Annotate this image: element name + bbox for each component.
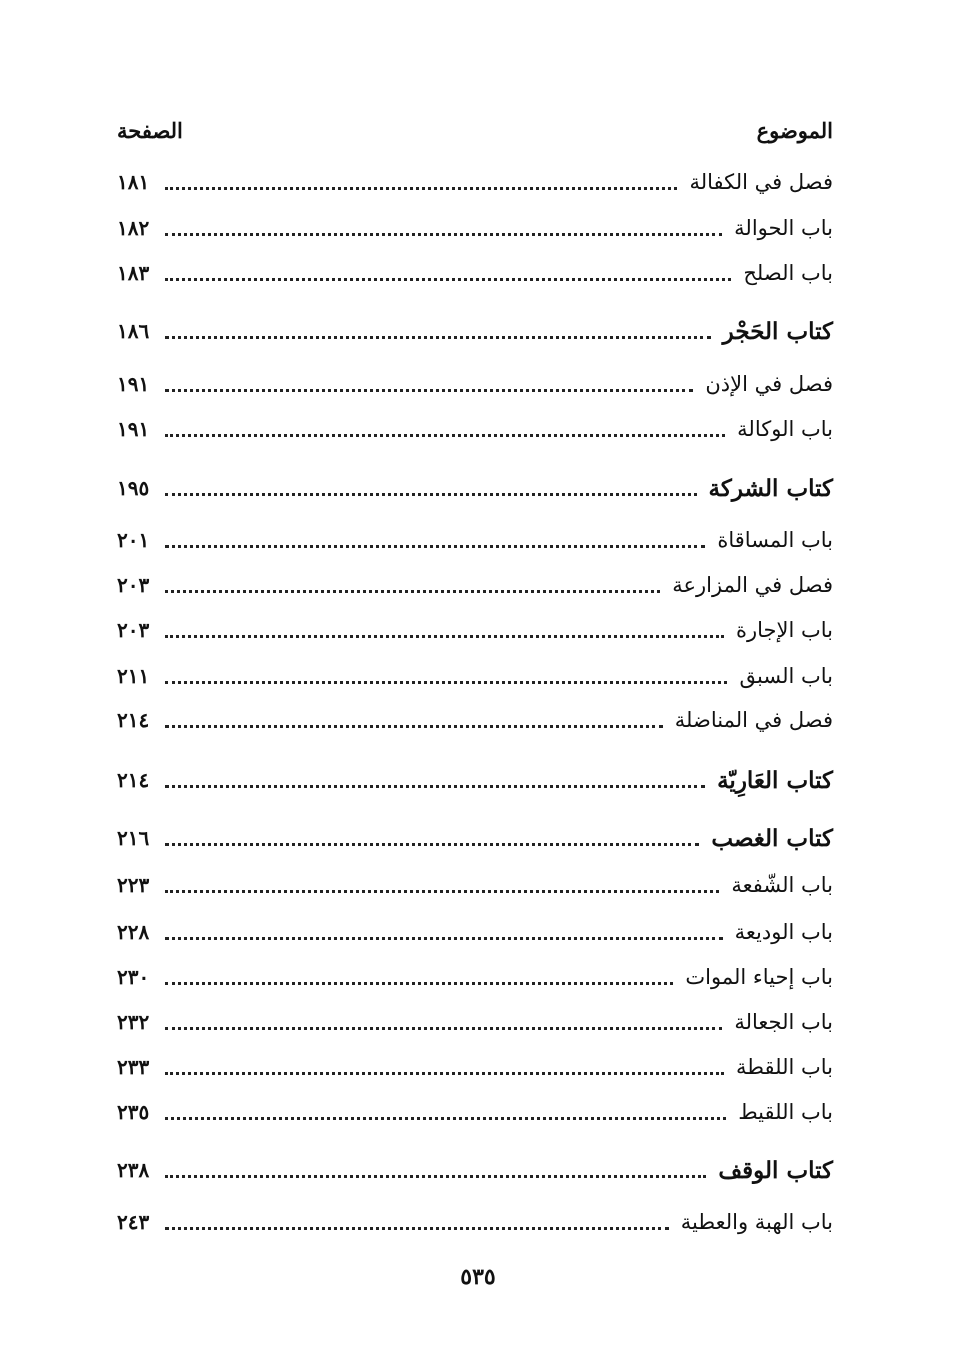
toc-section-row — [117, 1002, 833, 1042]
table-of-contents — [117, 0, 833, 1371]
toc-entry-page: ١٩١ — [117, 417, 150, 441]
toc-section-row — [117, 865, 833, 905]
toc-entry-page: ١٨١ — [117, 170, 150, 194]
toc-entry-page: ٢٣٣ — [117, 1055, 150, 1079]
dot-leader — [165, 1175, 706, 1178]
dot-leader — [165, 493, 697, 496]
toc-entry-page: ٢٠٣ — [117, 618, 150, 642]
toc-chapter-row — [117, 818, 833, 858]
dot-leader — [165, 681, 727, 684]
toc-entry-title: باب اللقطة — [736, 1055, 833, 1079]
toc-entry-title: باب الشّفعة — [731, 873, 833, 897]
dot-leader — [165, 389, 693, 392]
toc-chapter-row — [117, 468, 833, 508]
toc-entry-title: كتاب الشركة — [708, 474, 833, 502]
toc-entry-title: فصل في الكفالة — [689, 170, 833, 194]
toc-entry-title: باب إحياء الموات — [685, 965, 833, 989]
toc-entry-title: باب المساقاة — [717, 528, 833, 552]
toc-section-row — [117, 1202, 833, 1242]
toc-entry-page: ٢١٤ — [117, 708, 150, 732]
toc-entry-title: باب الجعالة — [734, 1010, 833, 1034]
toc-section-row — [117, 565, 833, 605]
toc-section-row — [117, 1092, 833, 1132]
toc-entry-page: ٢٣٥ — [117, 1100, 150, 1124]
toc-entry-page: ٢١٤ — [117, 768, 150, 792]
toc-entry-title: باب الهبة والعطية — [680, 1210, 833, 1234]
toc-section-row — [117, 912, 833, 952]
dot-leader — [165, 725, 663, 728]
toc-entry-page: ٢١١ — [117, 664, 150, 688]
toc-section-row — [117, 409, 833, 449]
toc-entry-page: ٢٠١ — [117, 528, 150, 552]
toc-entry-title: كتاب الحَجْر — [722, 317, 833, 345]
toc-entry-title: باب الوكالة — [737, 417, 833, 441]
dot-leader — [165, 937, 723, 940]
page-number: ٥٣٥ — [460, 1264, 496, 1290]
toc-entry-title: باب الوديعة — [734, 920, 833, 944]
toc-section-row — [117, 520, 833, 560]
toc-entry-page: ٢٤٣ — [117, 1210, 150, 1234]
toc-entry-page: ٢٢٨ — [117, 920, 150, 944]
toc-chapter-row — [117, 760, 833, 800]
toc-section-row — [117, 364, 833, 404]
toc-entry-page: ٢٣٨ — [117, 1158, 150, 1182]
toc-entry-page: ١٨٣ — [117, 261, 150, 285]
dot-leader — [165, 982, 673, 985]
toc-entry-title: فصل في الإذن — [705, 372, 833, 396]
toc-entry-title: باب الإجارة — [735, 618, 833, 642]
toc-entry-page: ٢٣٢ — [117, 1010, 150, 1034]
toc-chapter-row — [117, 1150, 833, 1190]
dot-leader — [165, 590, 660, 593]
toc-section-row — [117, 610, 833, 650]
toc-entry-title: كتاب الوقف — [718, 1156, 833, 1184]
dot-leader — [165, 843, 699, 846]
toc-chapter-row — [117, 311, 833, 351]
toc-entry-title: كتاب الغصب — [711, 824, 833, 852]
dot-leader — [165, 1227, 669, 1230]
toc-section-row — [117, 1047, 833, 1087]
dot-leader — [165, 1117, 726, 1120]
dot-leader — [165, 785, 705, 788]
dot-leader — [165, 187, 677, 190]
toc-entry-title: باب الصلح — [743, 261, 833, 285]
topic-column-label: الموضوع — [756, 117, 833, 143]
toc-section-row — [117, 208, 833, 248]
dot-leader — [165, 635, 724, 638]
dot-leader — [165, 336, 711, 339]
toc-entry-title: باب السبق — [739, 664, 833, 688]
dot-leader — [165, 233, 722, 236]
toc-section-row — [117, 656, 833, 696]
toc-entry-title: باب اللقيط — [738, 1100, 833, 1124]
toc-section-row — [117, 253, 833, 293]
toc-entry-title: كتاب العَارِيّة — [717, 766, 833, 794]
toc-entry-page: ٢٣٠ — [117, 965, 150, 989]
dot-leader — [165, 278, 731, 281]
dot-leader — [165, 1027, 722, 1030]
toc-entry-page: ١٨٢ — [117, 216, 150, 240]
dot-leader — [165, 434, 725, 437]
toc-section-row — [117, 957, 833, 997]
toc-entry-page: ٢٢٣ — [117, 873, 150, 897]
dot-leader — [165, 1072, 724, 1075]
toc-entry-page: ١٩٥ — [117, 476, 150, 500]
toc-section-row — [117, 162, 833, 202]
toc-entry-page: ١٩١ — [117, 372, 150, 396]
toc-entry-title: باب الحوالة — [734, 216, 833, 240]
page-column-label: الصفحة — [117, 117, 183, 143]
toc-entry-page: ٢٠٣ — [117, 573, 150, 597]
toc-section-row — [117, 700, 833, 740]
toc-entry-title: فصل في المزارعة — [672, 573, 833, 597]
toc-entry-page: ١٨٦ — [117, 319, 150, 343]
dot-leader — [165, 890, 719, 893]
toc-entry-title: فصل في المناضلة — [674, 708, 833, 732]
dot-leader — [165, 545, 705, 548]
toc-entry-page: ٢١٦ — [117, 826, 150, 850]
